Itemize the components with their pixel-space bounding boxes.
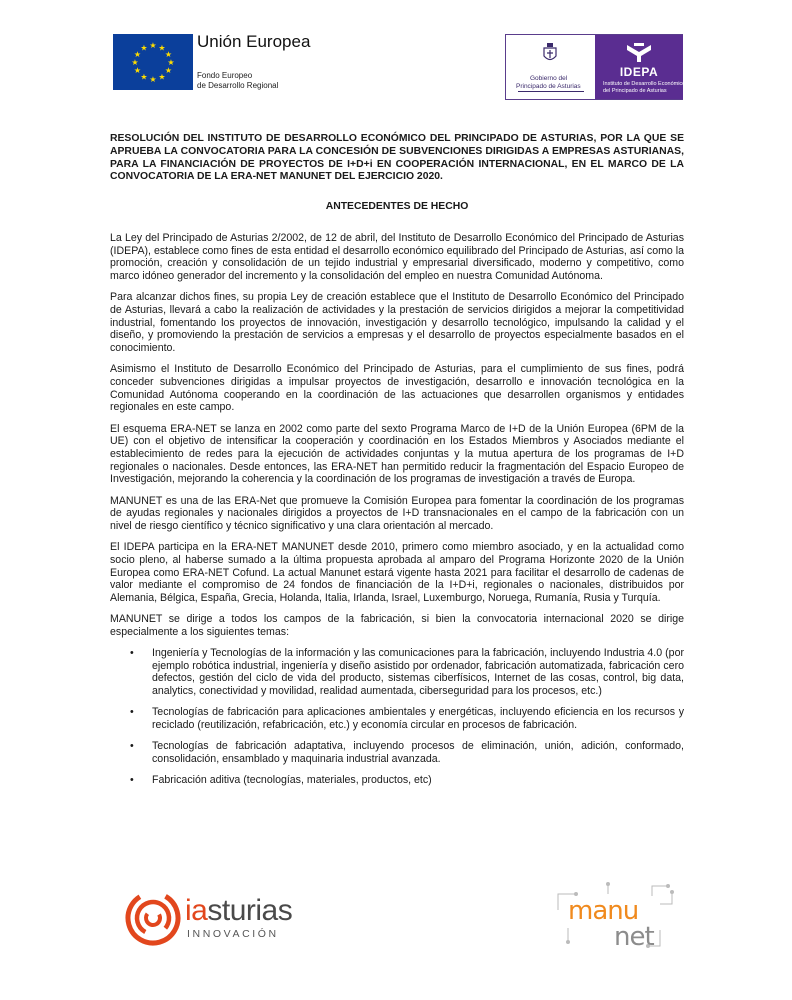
svg-text:★: ★ — [158, 72, 166, 82]
list-item — [130, 647, 684, 698]
bullet-icon: • — [130, 774, 134, 787]
gobierno-line2: Principado de Asturias — [516, 83, 581, 90]
svg-text:★: ★ — [133, 66, 142, 75]
svg-text:★: ★ — [158, 43, 166, 53]
svg-text:★: ★ — [164, 66, 173, 75]
eu-logo — [113, 32, 311, 94]
list-item — [130, 706, 684, 732]
svg-text:★: ★ — [131, 58, 139, 67]
document-title: RESOLUCIÓN DEL INSTITUTO DE DESARROLLO ECONÓMICO DEL PRINCIPADO DE ASTURIAS, POR LA QUE SE APRUEBA LA CONVOCATORIA PARA LA CONCESIÓN DE SUBVENCIONES DIRIGIDAS A EMPRESAS ASTURIANAS, PARA LA FINANCIACIÓN DE PROYECTOS DE I+D+i EN COOPERACIÓN INTERNACIONAL, EN EL MARCO DE LA CONVOCATORIA DE LA ERA-NET MANUNET DEL EJERCICIO 2020. — [110, 133, 684, 183]
idepa-name: IDEPA — [619, 65, 659, 79]
paragraph: La Ley del Principado de Asturias 2/2002, de 12 de abril, del Instituto de Desarrollo Económico del Principado de Asturias (IDEPA), establece como fines de esta entidad el desarrollo económico equilibrado del Principado de Asturias, así como la promoción, creación y consolidación de un tejido industrial y empresarial diversificado, moderno y competitivo, como marco idóneo generador del incremento y la consolidación del empleo en nuestra Comunidad Autónoma. — [110, 231, 684, 282]
svg-text:★: ★ — [133, 50, 142, 59]
bullet-icon: • — [130, 706, 134, 719]
svg-text:★: ★ — [164, 50, 173, 59]
svg-text:★: ★ — [149, 75, 157, 84]
manunet-net: net — [614, 922, 654, 952]
iasturias-wordmark — [185, 894, 292, 928]
idepa-mark-icon — [625, 43, 653, 63]
svg-text:★: ★ — [149, 41, 157, 50]
bullet-icon: • — [130, 647, 134, 660]
list-item-text: Tecnologías de fabricación adaptativa, incluyendo procesos de eliminación, unión, adición, conformado, consolidación, ensamblado y maquinaria industrial avanzada. — [152, 740, 684, 765]
paragraph: El esquema ERA-NET se lanza en 2002 como parte del sexto Programa Marco de I+D de la Unión Europea (6PM de la UE) con el objetivo de intensificar la cooperación y coordinación en los Estados Miembros y Asociados mediante el establecimiento de redes para la ejecución de actividades conjuntas y la mutua apertura de los programas de I+D regionales o nacionales. Desde entonces, las ERA-NET han permitido reducir la fragmentación del Espacio Europeo de Investigación, mejorando la coherencia y la coordinación de los programas de investigación a través de Europa. — [110, 422, 684, 486]
iasturias-subtitle: INNOVACIÓN — [187, 928, 279, 940]
section-heading: ANTECEDENTES DE HECHO — [325, 201, 469, 213]
list-item-text: Fabricación aditiva (tecnologías, materiales, productos, etc) — [152, 774, 432, 787]
iasturias-logo — [125, 890, 325, 950]
iasturias-prefix: ia — [185, 894, 208, 927]
eu-flag-icon — [113, 34, 193, 90]
paragraph: Para alcanzar dichos fines, su propia Ley de creación establece que el Instituto de Desarrollo Económico del Principado de Asturias, llevará a cabo la realización de actividades y la prestación de servicios dirigidos a mejorar la competitividad industrial, fomentando los proyectos de innovación, investigación y desarrollo tecnológico, impulsando la calidad y el diseño, y promoviendo la prestación de servicios a empresas y el desarrollo de proyectos especialmente basados en el conocimiento. — [110, 291, 684, 355]
idepa-logo — [595, 35, 686, 99]
gobierno-line1: Gobierno del — [530, 75, 568, 82]
list-item-text: Ingeniería y Tecnologías de la información y las comunicaciones para la fabricación, incluyendo Industria 4.0 (por ejemplo robótica industrial, ingeniería y diseño asistido por ordenador, fabricación automatizada, fabricación cero defectos, gestión del ciclo de vida del producto, sistemas ciberfísicos, Internet de las cosas, control, big data, analytics, conectividad y movilidad, realidad aumentada, ciberseguridad para los procesos, etc.) — [152, 647, 684, 698]
bullet-icon: • — [130, 740, 134, 753]
eu-subtitle-line2: de Desarrollo Regional — [197, 81, 279, 90]
list-item — [130, 740, 684, 765]
list-item — [130, 774, 684, 787]
gobierno-idepa-logo — [505, 34, 686, 100]
gobierno-logo — [506, 35, 595, 99]
svg-text:★: ★ — [167, 58, 175, 67]
manunet-logo — [548, 880, 678, 960]
svg-text:★: ★ — [140, 43, 148, 53]
document-body — [110, 133, 684, 795]
topics-list — [110, 647, 684, 787]
svg-text:★: ★ — [140, 72, 148, 82]
manunet-manu: manu — [568, 896, 639, 926]
paragraph: Asimismo el Instituto de Desarrollo Económico del Principado de Asturias, para el cumplimiento de sus fines, podrá conceder subvenciones dirigidas a impulsar proyectos de investigación, desarrollo e innovación tecnológica en la Comunidad Autónoma cooperando en la coordinación de las actuaciones que desarrollen organismos y entidades regionales en este campo. — [110, 363, 684, 414]
iasturias-spiral-icon — [125, 890, 181, 946]
idepa-sub-line1: Instituto de Desarrollo Económico — [603, 81, 686, 87]
eu-title: Unión Europea — [197, 32, 311, 51]
paragraph: MANUNET se dirige a todos los campos de la fabricación, si bien la convocatoria internacional 2020 se dirige especialmente a los siguientes temas: — [110, 613, 684, 638]
crest-icon — [542, 43, 558, 63]
list-item-text: Tecnologías de fabricación para aplicaciones ambientales y energéticas, incluyendo eficiencia en los recursos y reciclado (reutilización, refabricación, etc.) y economía circular en procesos de fabricación. — [152, 706, 684, 732]
gobierno-divider — [518, 91, 584, 92]
paragraph: El IDEPA participa en la ERA-NET MANUNET desde 2010, primero como miembro asociado, y en la actualidad como socio pleno, al haberse sumado a la última propuesta aprobada al amparo del Programa Horizonte 2020 de la Unión Europea como ERA-NET Cofund. La actual Manunet estará vigente hasta 2021 para facilitar el desarrollo de cadenas de valor mediante el compromiso de 24 fondos de financiación de la I+D+i, regionales o nacionales, distribuidos por Alemania, Bélgica, España, Grecia, Holanda, Italia, Irlanda, Israel, Luxemburgo, Noruega, Rumanía, Rusia y Turquía. — [110, 541, 684, 604]
eu-stars-icon — [113, 34, 193, 90]
idepa-sub-line2: del Principado de Asturias — [603, 88, 667, 94]
eu-subtitle-line1: Fondo Europeo — [197, 71, 253, 80]
iasturias-word: sturias — [207, 894, 293, 927]
paragraph: MANUNET es una de las ERA-Net que promueve la Comisión Europea para fomentar la coordinación de los programas de ayudas regionales y nacionales dirigidos a proyectos de I+D transnacionales en el campo de la fabricación con un nivel de riesgo científico y técnico significativo y una clara orientación al mercado. — [110, 494, 684, 532]
